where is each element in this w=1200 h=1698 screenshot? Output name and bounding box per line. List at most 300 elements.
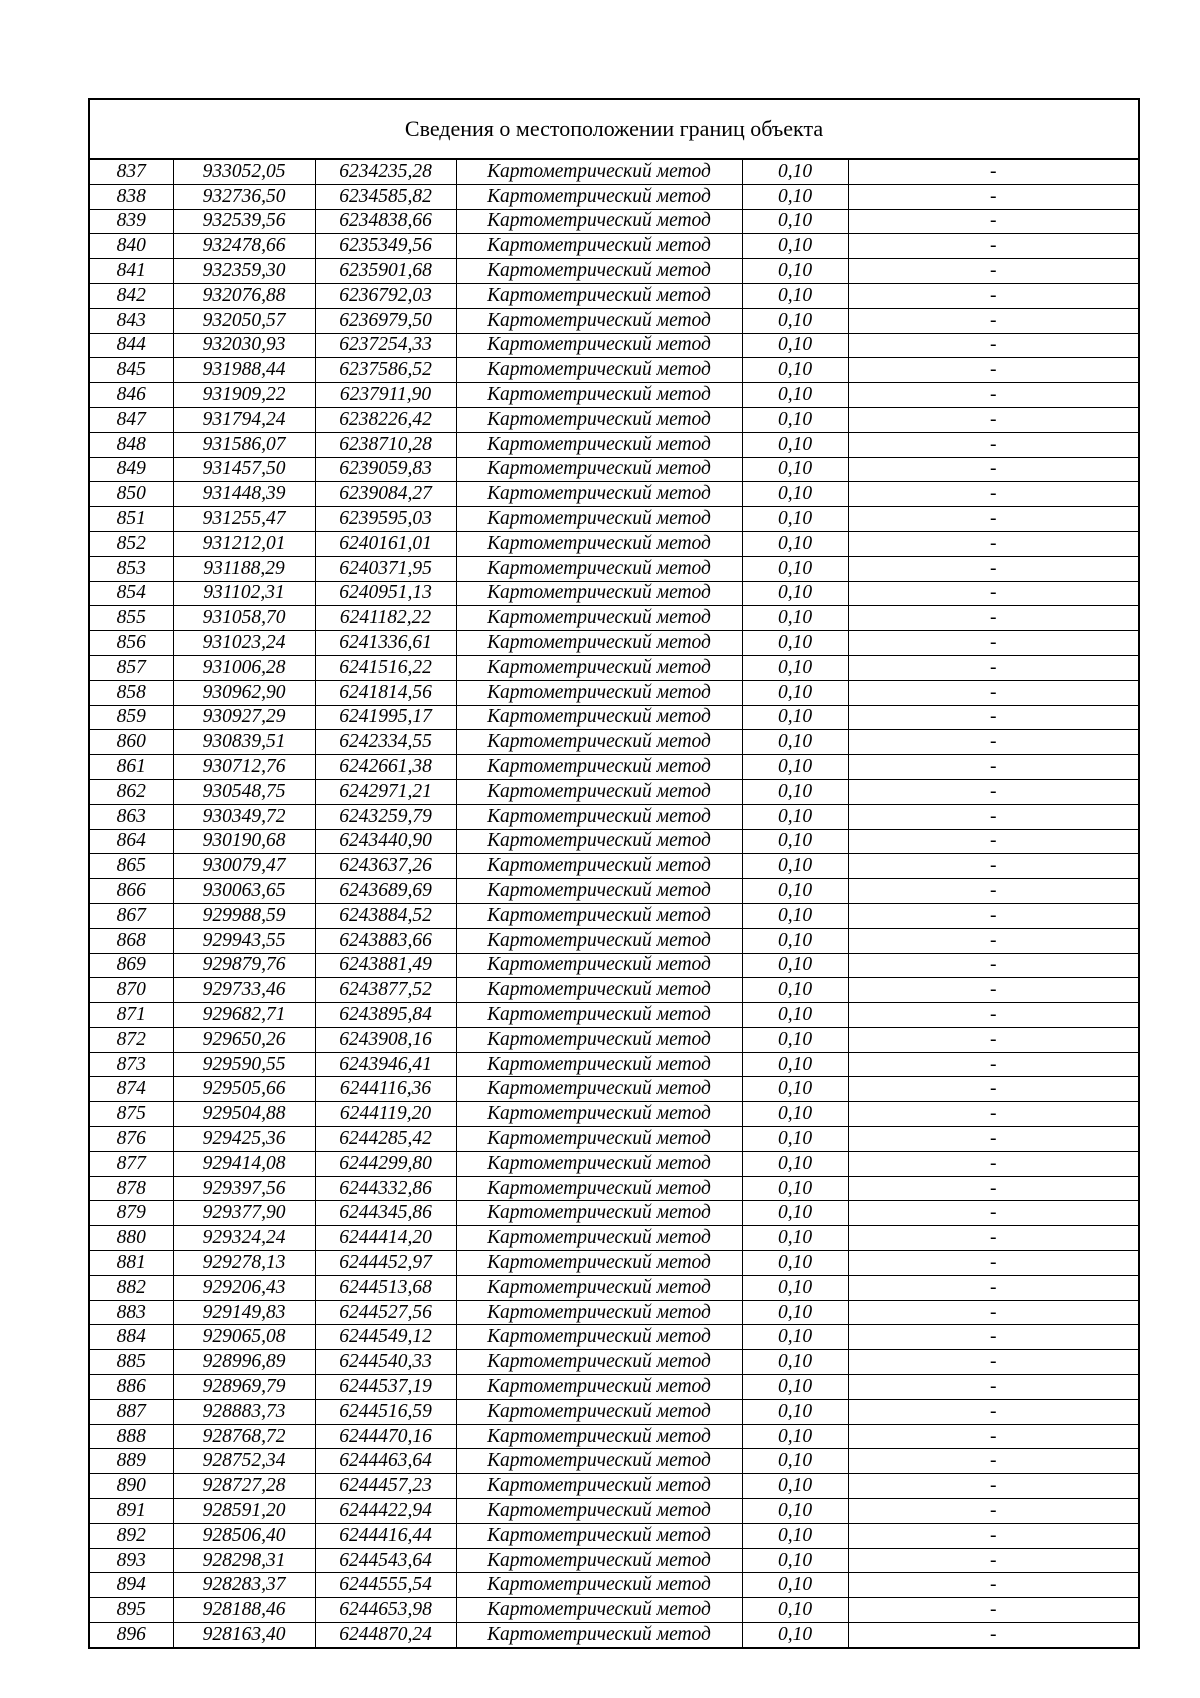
accuracy-cell: 0,10	[742, 581, 848, 606]
accuracy-cell: 0,10	[742, 1251, 848, 1276]
note-cell: -	[848, 1151, 1138, 1176]
x-coordinate-cell: 929278,13	[173, 1251, 315, 1276]
accuracy-cell: 0,10	[742, 1523, 848, 1548]
accuracy-cell: 0,10	[742, 655, 848, 680]
method-cell: Картометрический метод	[456, 407, 742, 432]
accuracy-cell: 0,10	[742, 1325, 848, 1350]
note-cell: -	[848, 680, 1138, 705]
table-row	[90, 1102, 1138, 1127]
y-coordinate-cell: 6235349,56	[315, 234, 456, 259]
x-coordinate-cell: 929397,56	[173, 1176, 315, 1201]
accuracy-cell: 0,10	[742, 879, 848, 904]
x-coordinate-cell: 928768,72	[173, 1424, 315, 1449]
note-cell: -	[848, 1499, 1138, 1524]
y-coordinate-cell: 6242661,38	[315, 755, 456, 780]
x-coordinate-cell: 929377,90	[173, 1201, 315, 1226]
accuracy-cell: 0,10	[742, 234, 848, 259]
x-coordinate-cell: 928591,20	[173, 1499, 315, 1524]
x-coordinate-cell: 930548,75	[173, 779, 315, 804]
note-cell: -	[848, 1474, 1138, 1499]
table-row	[90, 655, 1138, 680]
accuracy-cell: 0,10	[742, 1275, 848, 1300]
point-number-cell: 840	[90, 234, 173, 259]
note-cell: -	[848, 1424, 1138, 1449]
point-number-cell: 848	[90, 432, 173, 457]
y-coordinate-cell: 6244119,20	[315, 1102, 456, 1127]
method-cell: Картометрический метод	[456, 1201, 742, 1226]
x-coordinate-cell: 932030,93	[173, 333, 315, 358]
point-number-cell: 888	[90, 1424, 173, 1449]
accuracy-cell: 0,10	[742, 1201, 848, 1226]
point-number-cell: 863	[90, 804, 173, 829]
x-coordinate-cell: 931023,24	[173, 631, 315, 656]
table-row	[90, 1598, 1138, 1623]
y-coordinate-cell: 6235901,68	[315, 259, 456, 284]
x-coordinate-cell: 930190,68	[173, 829, 315, 854]
accuracy-cell: 0,10	[742, 308, 848, 333]
point-number-cell: 889	[90, 1449, 173, 1474]
x-coordinate-cell: 931188,29	[173, 556, 315, 581]
method-cell: Картометрический метод	[456, 308, 742, 333]
table-row	[90, 1275, 1138, 1300]
note-cell: -	[848, 333, 1138, 358]
y-coordinate-cell: 6241516,22	[315, 655, 456, 680]
y-coordinate-cell: 6244422,94	[315, 1499, 456, 1524]
table-row	[90, 1523, 1138, 1548]
y-coordinate-cell: 6243259,79	[315, 804, 456, 829]
y-coordinate-cell: 6244527,56	[315, 1300, 456, 1325]
table-row	[90, 1300, 1138, 1325]
method-cell: Картометрический метод	[456, 234, 742, 259]
note-cell: -	[848, 804, 1138, 829]
y-coordinate-cell: 6234585,82	[315, 184, 456, 209]
x-coordinate-cell: 928883,73	[173, 1399, 315, 1424]
y-coordinate-cell: 6244285,42	[315, 1127, 456, 1152]
method-cell: Картометрический метод	[456, 879, 742, 904]
table-row	[90, 184, 1138, 209]
point-number-cell: 871	[90, 1003, 173, 1028]
note-cell: -	[848, 1102, 1138, 1127]
method-cell: Картометрический метод	[456, 928, 742, 953]
point-number-cell: 866	[90, 879, 173, 904]
x-coordinate-cell: 928727,28	[173, 1474, 315, 1499]
note-cell: -	[848, 1176, 1138, 1201]
point-number-cell: 855	[90, 606, 173, 631]
table-row	[90, 779, 1138, 804]
method-cell: Картометрический метод	[456, 730, 742, 755]
x-coordinate-cell: 931006,28	[173, 655, 315, 680]
table-row	[90, 1424, 1138, 1449]
point-number-cell: 872	[90, 1027, 173, 1052]
accuracy-cell: 0,10	[742, 160, 848, 184]
table-row	[90, 556, 1138, 581]
method-cell: Картометрический метод	[456, 1474, 742, 1499]
x-coordinate-cell: 929414,08	[173, 1151, 315, 1176]
x-coordinate-cell: 932478,66	[173, 234, 315, 259]
method-cell: Картометрический метод	[456, 1325, 742, 1350]
method-cell: Картометрический метод	[456, 1102, 742, 1127]
table-row	[90, 730, 1138, 755]
method-cell: Картометрический метод	[456, 1275, 742, 1300]
table-row	[90, 705, 1138, 730]
accuracy-cell: 0,10	[742, 953, 848, 978]
accuracy-cell: 0,10	[742, 829, 848, 854]
y-coordinate-cell: 6241182,22	[315, 606, 456, 631]
y-coordinate-cell: 6243689,69	[315, 879, 456, 904]
note-cell: -	[848, 1027, 1138, 1052]
y-coordinate-cell: 6244463,64	[315, 1449, 456, 1474]
y-coordinate-cell: 6244513,68	[315, 1275, 456, 1300]
point-number-cell: 852	[90, 531, 173, 556]
table-row	[90, 407, 1138, 432]
x-coordinate-cell: 931457,50	[173, 457, 315, 482]
accuracy-cell: 0,10	[742, 705, 848, 730]
table-row	[90, 1027, 1138, 1052]
point-number-cell: 854	[90, 581, 173, 606]
note-cell: -	[848, 432, 1138, 457]
table-row	[90, 1251, 1138, 1276]
note-cell: -	[848, 1548, 1138, 1573]
table-title: Сведения о местоположении границ объекта	[90, 100, 1138, 160]
table-row	[90, 1548, 1138, 1573]
point-number-cell: 862	[90, 779, 173, 804]
point-number-cell: 879	[90, 1201, 173, 1226]
x-coordinate-cell: 931058,70	[173, 606, 315, 631]
x-coordinate-cell: 929425,36	[173, 1127, 315, 1152]
accuracy-cell: 0,10	[742, 184, 848, 209]
y-coordinate-cell: 6244457,23	[315, 1474, 456, 1499]
method-cell: Картометрический метод	[456, 358, 742, 383]
table-row	[90, 383, 1138, 408]
table-row	[90, 1151, 1138, 1176]
note-cell: -	[848, 259, 1138, 284]
y-coordinate-cell: 6244537,19	[315, 1375, 456, 1400]
note-cell: -	[848, 755, 1138, 780]
y-coordinate-cell: 6244116,36	[315, 1077, 456, 1102]
point-number-cell: 873	[90, 1052, 173, 1077]
x-coordinate-cell: 929879,76	[173, 953, 315, 978]
y-coordinate-cell: 6243881,49	[315, 953, 456, 978]
method-cell: Картометрический метод	[456, 1251, 742, 1276]
y-coordinate-cell: 6243883,66	[315, 928, 456, 953]
x-coordinate-cell: 928283,37	[173, 1573, 315, 1598]
point-number-cell: 869	[90, 953, 173, 978]
accuracy-cell: 0,10	[742, 1350, 848, 1375]
method-cell: Картометрический метод	[456, 1077, 742, 1102]
table-row	[90, 928, 1138, 953]
table-row	[90, 1474, 1138, 1499]
note-cell: -	[848, 953, 1138, 978]
method-cell: Картометрический метод	[456, 606, 742, 631]
accuracy-cell: 0,10	[742, 432, 848, 457]
note-cell: -	[848, 1251, 1138, 1276]
method-cell: Картометрический метод	[456, 283, 742, 308]
x-coordinate-cell: 931586,07	[173, 432, 315, 457]
point-number-cell: 877	[90, 1151, 173, 1176]
x-coordinate-cell: 931102,31	[173, 581, 315, 606]
y-coordinate-cell: 6244653,98	[315, 1598, 456, 1623]
x-coordinate-cell: 928996,89	[173, 1350, 315, 1375]
y-coordinate-cell: 6242334,55	[315, 730, 456, 755]
note-cell: -	[848, 1449, 1138, 1474]
table-row	[90, 953, 1138, 978]
note-cell: -	[848, 1573, 1138, 1598]
note-cell: -	[848, 482, 1138, 507]
point-number-cell: 864	[90, 829, 173, 854]
y-coordinate-cell: 6239595,03	[315, 507, 456, 532]
y-coordinate-cell: 6240161,01	[315, 531, 456, 556]
y-coordinate-cell: 6240371,95	[315, 556, 456, 581]
accuracy-cell: 0,10	[742, 482, 848, 507]
y-coordinate-cell: 6240951,13	[315, 581, 456, 606]
point-number-cell: 893	[90, 1548, 173, 1573]
x-coordinate-cell: 930079,47	[173, 854, 315, 879]
note-cell: -	[848, 308, 1138, 333]
accuracy-cell: 0,10	[742, 457, 848, 482]
point-number-cell: 896	[90, 1623, 173, 1647]
note-cell: -	[848, 358, 1138, 383]
point-number-cell: 841	[90, 259, 173, 284]
note-cell: -	[848, 854, 1138, 879]
point-number-cell: 882	[90, 1275, 173, 1300]
note-cell: -	[848, 1077, 1138, 1102]
point-number-cell: 860	[90, 730, 173, 755]
table-row	[90, 482, 1138, 507]
point-number-cell: 867	[90, 903, 173, 928]
method-cell: Картометрический метод	[456, 1424, 742, 1449]
accuracy-cell: 0,10	[742, 978, 848, 1003]
y-coordinate-cell: 6241336,61	[315, 631, 456, 656]
table-row	[90, 1623, 1138, 1647]
point-number-cell: 885	[90, 1350, 173, 1375]
method-cell: Картометрический метод	[456, 631, 742, 656]
accuracy-cell: 0,10	[742, 259, 848, 284]
note-cell: -	[848, 1375, 1138, 1400]
x-coordinate-cell: 930927,29	[173, 705, 315, 730]
note-cell: -	[848, 730, 1138, 755]
x-coordinate-cell: 930712,76	[173, 755, 315, 780]
y-coordinate-cell: 6243884,52	[315, 903, 456, 928]
y-coordinate-cell: 6241814,56	[315, 680, 456, 705]
x-coordinate-cell: 929650,26	[173, 1027, 315, 1052]
point-number-cell: 850	[90, 482, 173, 507]
x-coordinate-cell: 928163,40	[173, 1623, 315, 1647]
point-number-cell: 895	[90, 1598, 173, 1623]
x-coordinate-cell: 930349,72	[173, 804, 315, 829]
method-cell: Картометрический метод	[456, 1623, 742, 1647]
table-row	[90, 1201, 1138, 1226]
method-cell: Картометрический метод	[456, 1375, 742, 1400]
table-row	[90, 531, 1138, 556]
table-row	[90, 432, 1138, 457]
point-number-cell: 875	[90, 1102, 173, 1127]
method-cell: Картометрический метод	[456, 978, 742, 1003]
point-number-cell: 843	[90, 308, 173, 333]
method-cell: Картометрический метод	[456, 259, 742, 284]
note-cell: -	[848, 928, 1138, 953]
accuracy-cell: 0,10	[742, 1573, 848, 1598]
note-cell: -	[848, 457, 1138, 482]
accuracy-cell: 0,10	[742, 1102, 848, 1127]
y-coordinate-cell: 6244555,54	[315, 1573, 456, 1598]
x-coordinate-cell: 932736,50	[173, 184, 315, 209]
note-cell: -	[848, 1127, 1138, 1152]
point-number-cell: 853	[90, 556, 173, 581]
point-number-cell: 876	[90, 1127, 173, 1152]
note-cell: -	[848, 209, 1138, 234]
x-coordinate-cell: 931794,24	[173, 407, 315, 432]
x-coordinate-cell: 931909,22	[173, 383, 315, 408]
note-cell: -	[848, 779, 1138, 804]
note-cell: -	[848, 1598, 1138, 1623]
note-cell: -	[848, 407, 1138, 432]
point-number-cell: 844	[90, 333, 173, 358]
method-cell: Картометрический метод	[456, 531, 742, 556]
y-coordinate-cell: 6244470,16	[315, 1424, 456, 1449]
method-cell: Картометрический метод	[456, 432, 742, 457]
table-row	[90, 1127, 1138, 1152]
table-row	[90, 234, 1138, 259]
accuracy-cell: 0,10	[742, 1077, 848, 1102]
note-cell: -	[848, 507, 1138, 532]
y-coordinate-cell: 6243637,26	[315, 854, 456, 879]
method-cell: Картометрический метод	[456, 556, 742, 581]
note-cell: -	[848, 283, 1138, 308]
note-cell: -	[848, 581, 1138, 606]
table-row	[90, 606, 1138, 631]
method-cell: Картометрический метод	[456, 581, 742, 606]
note-cell: -	[848, 705, 1138, 730]
method-cell: Картометрический метод	[456, 1052, 742, 1077]
x-coordinate-cell: 929943,55	[173, 928, 315, 953]
coordinates-table-body	[90, 160, 1138, 1647]
y-coordinate-cell: 6239059,83	[315, 457, 456, 482]
x-coordinate-cell: 929206,43	[173, 1275, 315, 1300]
point-number-cell: 845	[90, 358, 173, 383]
table-row	[90, 755, 1138, 780]
table-row	[90, 308, 1138, 333]
accuracy-cell: 0,10	[742, 680, 848, 705]
method-cell: Картометрический метод	[456, 1399, 742, 1424]
method-cell: Картометрический метод	[456, 779, 742, 804]
point-number-cell: 859	[90, 705, 173, 730]
accuracy-cell: 0,10	[742, 1598, 848, 1623]
table-row	[90, 1449, 1138, 1474]
point-number-cell: 865	[90, 854, 173, 879]
table-row	[90, 507, 1138, 532]
note-cell: -	[848, 829, 1138, 854]
method-cell: Картометрический метод	[456, 1523, 742, 1548]
x-coordinate-cell: 932050,57	[173, 308, 315, 333]
x-coordinate-cell: 932076,88	[173, 283, 315, 308]
method-cell: Картометрический метод	[456, 953, 742, 978]
method-cell: Картометрический метод	[456, 1300, 742, 1325]
accuracy-cell: 0,10	[742, 1375, 848, 1400]
method-cell: Картометрический метод	[456, 333, 742, 358]
y-coordinate-cell: 6236979,50	[315, 308, 456, 333]
accuracy-cell: 0,10	[742, 283, 848, 308]
note-cell: -	[990, 1623, 997, 1645]
y-coordinate-cell: 6242971,21	[315, 779, 456, 804]
x-coordinate-cell: 930962,90	[173, 680, 315, 705]
note-cell: -	[848, 1275, 1138, 1300]
method-cell: Картометрический метод	[456, 160, 742, 184]
method-cell: Картометрический метод	[456, 1003, 742, 1028]
y-coordinate-cell: 6237254,33	[315, 333, 456, 358]
accuracy-cell: 0,10	[742, 1499, 848, 1524]
accuracy-cell: 0,10	[742, 903, 848, 928]
y-coordinate-cell: 6244870,24	[315, 1623, 456, 1647]
method-cell: Картометрический метод	[456, 383, 742, 408]
table-row	[90, 1077, 1138, 1102]
x-coordinate-cell: 931988,44	[173, 358, 315, 383]
x-coordinate-cell: 928188,46	[173, 1598, 315, 1623]
point-number-cell: 868	[90, 928, 173, 953]
y-coordinate-cell: 6243946,41	[315, 1052, 456, 1077]
accuracy-cell: 0,10	[742, 1127, 848, 1152]
x-coordinate-cell: 932539,56	[173, 209, 315, 234]
method-cell: Картометрический метод	[456, 755, 742, 780]
table-row	[90, 333, 1138, 358]
point-number-cell: 838	[90, 184, 173, 209]
accuracy-cell: 0,10	[742, 606, 848, 631]
x-coordinate-cell: 930063,65	[173, 879, 315, 904]
note-cell: -	[848, 184, 1138, 209]
x-coordinate-cell: 933052,05	[173, 160, 315, 184]
method-cell: Картометрический метод	[456, 680, 742, 705]
y-coordinate-cell: 6238710,28	[315, 432, 456, 457]
table-row	[90, 457, 1138, 482]
method-cell: Картометрический метод	[456, 1350, 742, 1375]
accuracy-cell: 0,10	[742, 383, 848, 408]
note-cell: -	[848, 531, 1138, 556]
note-cell: -	[848, 1300, 1138, 1325]
accuracy-cell: 0,10	[742, 358, 848, 383]
accuracy-cell: 0,10	[742, 854, 848, 879]
method-cell: Картометрический метод	[456, 1027, 742, 1052]
table-row	[90, 1350, 1138, 1375]
point-number-cell: 891	[90, 1499, 173, 1524]
accuracy-cell: 0,10	[742, 1424, 848, 1449]
x-coordinate-cell: 929505,66	[173, 1077, 315, 1102]
note-cell: -	[848, 1003, 1138, 1028]
table-row	[90, 978, 1138, 1003]
note-cell: -	[848, 1399, 1138, 1424]
accuracy-cell: 0,10	[742, 1052, 848, 1077]
accuracy-cell: 0,10	[742, 631, 848, 656]
method-cell: Картометрический метод	[456, 1449, 742, 1474]
y-coordinate-cell: 6243908,16	[315, 1027, 456, 1052]
accuracy-cell: 0,10	[742, 804, 848, 829]
method-cell: Картометрический метод	[456, 1598, 742, 1623]
point-number-cell: 839	[90, 209, 173, 234]
y-coordinate-cell: 6244345,86	[315, 1201, 456, 1226]
note-cell: -	[848, 1325, 1138, 1350]
accuracy-cell: 0,10	[742, 1399, 848, 1424]
x-coordinate-cell: 929149,83	[173, 1300, 315, 1325]
note-cell: -	[848, 631, 1138, 656]
point-number-cell: 842	[90, 283, 173, 308]
x-coordinate-cell: 929590,55	[173, 1052, 315, 1077]
method-cell: Картометрический метод	[456, 457, 742, 482]
method-cell: Картометрический метод	[456, 1573, 742, 1598]
x-coordinate-cell: 932359,30	[173, 259, 315, 284]
x-coordinate-cell: 928506,40	[173, 1523, 315, 1548]
method-cell: Картометрический метод	[456, 209, 742, 234]
accuracy-cell: 0,10	[742, 1449, 848, 1474]
x-coordinate-cell: 929065,08	[173, 1325, 315, 1350]
x-coordinate-cell: 931212,01	[173, 531, 315, 556]
